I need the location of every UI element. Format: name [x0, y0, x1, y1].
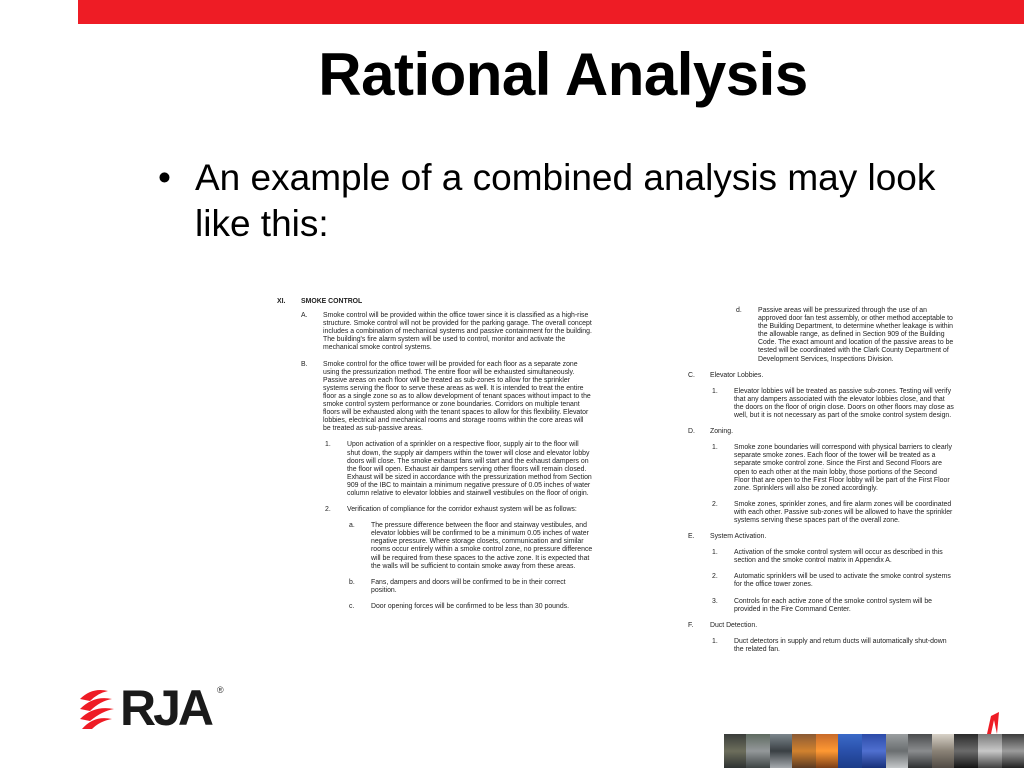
document-item-marker: D.	[688, 428, 695, 436]
document-item	[664, 638, 954, 654]
document-item-marker: 1.	[712, 387, 718, 395]
document-item-marker: 1.	[712, 549, 718, 557]
top-accent-bar	[78, 0, 1024, 24]
rja-logo	[78, 680, 238, 736]
document-item	[277, 522, 593, 571]
document-item-text: Elevator lobbies will be treated as passive sub-zones. Testing will verify that any dampers associated with the elevator lobbies close, and that the doors on the floor of origin close. Doors on other floors may close as well, but it is not necessary as part of the smoke control system design.	[734, 387, 954, 420]
document-left-list	[277, 312, 593, 611]
document-item-marker: b.	[349, 578, 355, 586]
document-item-text: Smoke control will be provided within the office tower since it is classified as a high-rise structure. Smoke control will not be provided for the parking garage. The overall concept includes a combination of mechanical systems and passive containment for the building. The building's fire alarm system will be used to control, monitor and activate the mechanical smoke control systems.	[323, 312, 592, 352]
document-item-marker: a.	[349, 522, 355, 530]
registered-mark: ®	[217, 685, 224, 695]
document-item-marker: B.	[301, 360, 308, 368]
logo-text: RJA	[120, 680, 212, 736]
document-item	[277, 312, 593, 352]
document-item-text: Controls for each active zone of the smoke control system will be provided in the Fire Command Center.	[734, 597, 933, 613]
document-item-text: Activation of the smoke control system will occur as described in this section and the smoke control matrix in Appendix A.	[734, 549, 943, 565]
document-section-heading	[277, 298, 593, 306]
document-item	[664, 428, 954, 436]
document-item	[664, 307, 954, 364]
flame-icon	[78, 685, 118, 731]
corner-flame-icon	[985, 712, 1001, 734]
document-item-marker: c.	[349, 602, 355, 610]
document-item-marker: 1.	[712, 444, 718, 452]
document-item	[664, 622, 954, 630]
document-item	[664, 573, 954, 589]
document-item	[664, 388, 954, 420]
document-item-marker: 3.	[712, 597, 718, 605]
document-item	[664, 444, 954, 493]
document-right-list	[664, 307, 954, 654]
document-item	[664, 549, 954, 565]
document-item-text: The pressure difference between the floor and stairway vestibules, and elevator lobbies will be confirmed to be a minimum 0.05 inches of water negative pressure. Where storage closets, communication and similar rooms occur entirely within a smoke control zone, no pressure difference will be required from these spaces to the active zone. It is expected that the walls will be sufficient to contain smoke away from these areas.	[371, 522, 593, 570]
document-item-text: Smoke control for the office tower will be provided for each floor as a separate zone using the pressurization method. The entire floor will be exhausted simultaneously. Passive areas on each floor will be treated as sub-zones to allow for the sprinkler systems serving the floor to serve these areas as well. It is intended to treat the entire floor as a single zone so as to allow development of tenant spaces without impact to the smoke control system performance or zone boundaries. Corridors on multiple tenant floors will be exhausted along with the tenant spaces to allow for this flexibility. Elevator lobbies, electrical and mechanical rooms and storage rooms within the core areas will be treated as sub-passive areas.	[323, 360, 591, 433]
document-item	[277, 506, 593, 514]
bullet-icon: •	[158, 157, 171, 198]
document-item	[664, 372, 954, 380]
document-item	[277, 579, 593, 595]
document-item-text: Zoning.	[710, 428, 733, 436]
document-item-text: Upon activation of a sprinkler on a respective floor, supply air to the floor will shut down, the supply air dampers within the tower will close and elevator lobby doors will close. The smoke exhaust fans will start and the exhaust dampers on the floor will open. Exhaust air dampers serving other floors will remain closed. Exhaust will be sized in accordance with the pressurization method from Section 909 of the IBC to maintain a minimum negative pressure of 0.05 inches of water column relative to elevator lobbies and stairwell vestibules on the floor of origin.	[347, 441, 592, 497]
document-item-marker: C.	[688, 371, 695, 379]
document-item	[277, 603, 593, 611]
document-item	[664, 533, 954, 541]
document-item-text: Verification of compliance for the corridor exhaust system will be as follows:	[347, 506, 577, 514]
document-item-marker: A.	[301, 312, 308, 320]
document-item-marker: 1.	[325, 441, 331, 449]
bullet-text: An example of a combined analysis may look like this:	[195, 157, 936, 244]
document-item-text: Automatic sprinklers will be used to activate the smoke control systems for the office tower zones.	[734, 573, 951, 589]
document-item-marker: d.	[736, 307, 742, 314]
document-item-text: Duct Detection.	[710, 621, 758, 629]
document-item-marker: F.	[688, 621, 694, 629]
document-item-marker: 2.	[712, 500, 718, 508]
document-item-text: Duct detectors in supply and return ducts will automatically shut-down the related fan.	[734, 637, 947, 653]
document-item-text: Elevator Lobbies.	[710, 371, 764, 379]
document-item-text: Fans, dampers and doors will be confirmed to be in their correct position.	[371, 578, 566, 594]
document-item-marker: 2.	[712, 573, 718, 581]
bullet-point	[158, 155, 938, 247]
document-item-marker: 1.	[712, 637, 718, 645]
document-right-column	[664, 307, 954, 662]
document-item-marker: 2.	[325, 506, 331, 514]
document-item	[277, 361, 593, 434]
document-item	[664, 501, 954, 525]
photo-strip	[724, 734, 1024, 768]
document-item	[664, 598, 954, 614]
document-item-text: Smoke zone boundaries will correspond with physical barriers to clearly separate smoke zones. Each floor of the tower will be treated as a separate smoke control zone. Since the First and Second Floors are open to each other at the main lobby, those portions of the Second Floor that are open to the First Floor lobby will be part of the First Floor zone. Sprinklers will also be zoned accordingly.	[734, 444, 952, 492]
slide-title: Rational Analysis	[318, 41, 808, 108]
section-title: SMOKE CONTROL	[301, 298, 363, 305]
document-item-text: System Activation.	[710, 533, 767, 541]
document-item-text: Smoke zones, sprinkler zones, and fire alarm zones will be coordinated with each other. Passive sub-zones will be allowed to have the sprinkler systems serving these spaces part of the overall zone.	[734, 500, 953, 524]
document-item-text: Door opening forces will be confirmed to be less than 30 pounds.	[371, 602, 570, 610]
document-item	[277, 441, 593, 498]
document-left-column	[277, 298, 593, 619]
document-item-marker: E.	[688, 533, 695, 541]
section-number: XI.	[277, 298, 286, 305]
document-item-text: Passive areas will be pressurized through the use of an approved door fan test assembly, or other method acceptable to the Building Department, to determine whether leakage is within the allowable range, as defined in Section 909 of the Building Code. The exact amount and location of the passive areas to be tested will be coordinated with the Clark County Department of Development Services, Inspections Division.	[758, 307, 954, 363]
